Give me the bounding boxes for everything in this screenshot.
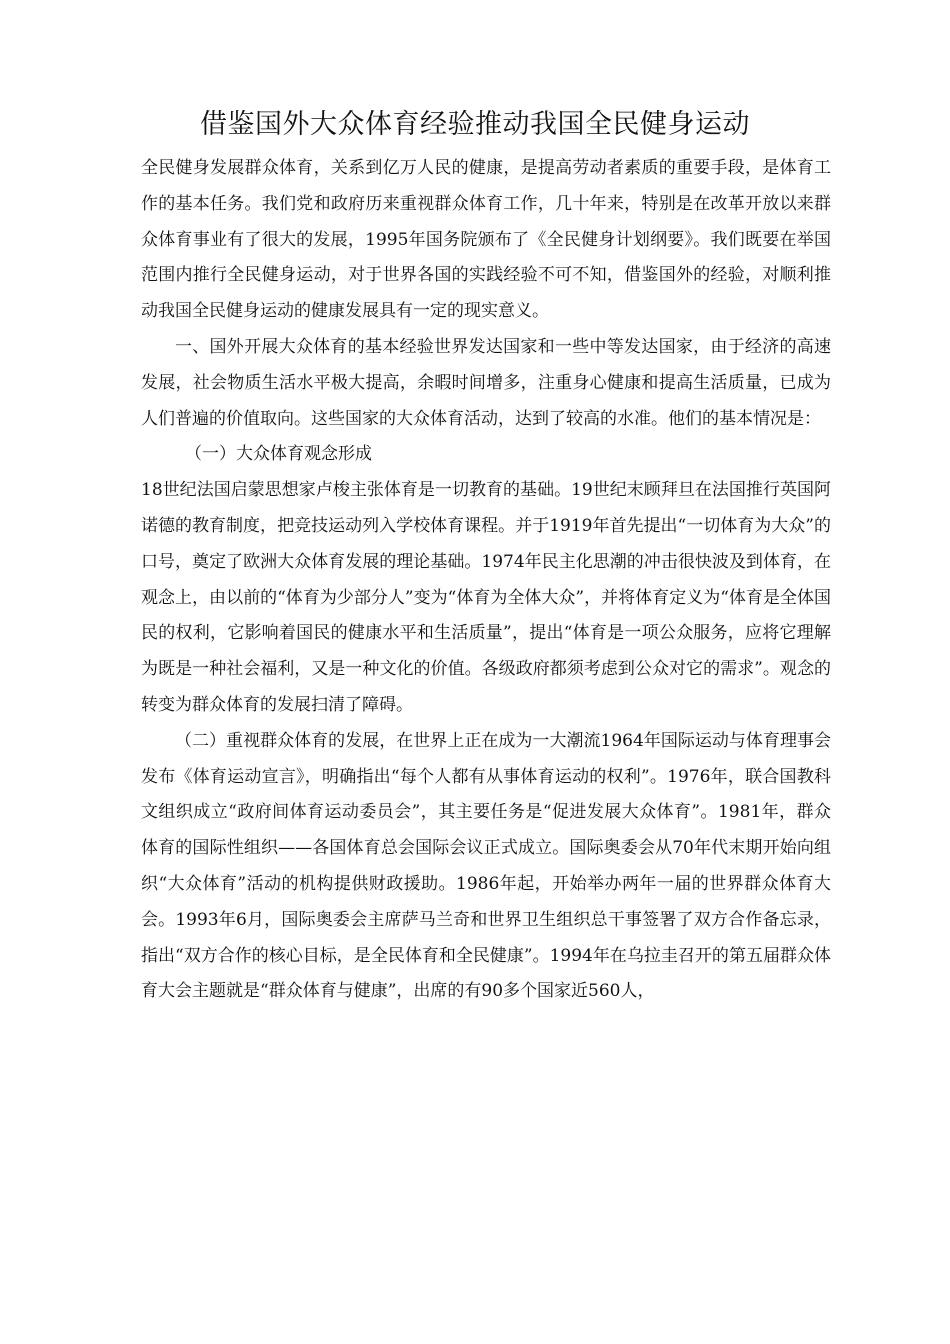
paragraph-concept-history: 18世纪法国启蒙思想家卢梭主张体育是一切教育的基础。19世纪末顾拜旦在法国推行英国阿诺德的教育制度，把竞技运动列入学校体育课程。并于1919年首先提出“一切体育为大众”的口号，奠定了欧洲大众体育发展的理论基础。1974年民主化思潮的冲击很快波及到体育，在观念上，由以前的“体育为少部分人”变为“体育为全体大众”，并将体育定义为“体育是全体国民的权利，它影响着国民的健康水平和生活质量”，提出“体育是一项公众服务，应将它理解为既是一种社会福利，又是一种文化的价值。各级政府都须考虑到公众对它的需求”。观念的转变为群众体育的发展扫清了障碍。 [141,480,831,715]
paragraph-section-one: 一、国外开展大众体育的基本经验世界发达国家和一些中等发达国家，由于经济的高速发展，社会物质生活水平极大提高，余暇时间增多，注重身心健康和提高生活质量，已成为人们普遍的价值取向。这些国家的大众体育活动，达到了较高的水准。他们的基本情况是： [141,336,831,429]
paragraph-intro: 全民健身发展群众体育，关系到亿万人民的健康，是提高劳动者素质的重要手段，是体育工作的基本任务。我们党和政府历来重视群众体育工作，几十年来，特别是在改革开放以来群众体育事业有了很大的发展，1995年国务院颁布了《全民健身计划纲要》。我们既要在举国范围内推行全民健身运动，对于世界各国的实践经验不可不知，借鉴国外的经验，对顺利推动我国全民健身运动的健康发展具有一定的现实意义。 [141,158,831,322]
document-body [141,151,831,1010]
paragraph-international-trend: （二）重视群众体育的发展，在世界上正在成为一大潮流1964年国际运动与体育理事会发布《体育运动宣言》，明确指出“每个人都有从事体育运动的权利”。1976年，联合国教科文组织成立“政府间体育运动委员会”，其主要任务是“促进发展大众体育”。1981年，群众体育的国际性组织——各国体育总会国际会议正式成立。国际奥委会从70年代末期开始向组织“大众体育”活动的机构提供财政援助。1986年起，开始举办两年一届的世界群众体育大会。1993年6月，国际奥委会主席萨马兰奇和世界卫生组织总干事签署了双方合作备忘录，指出“双方合作的核心目标，是全民体育和全民健康”。1994年在乌拉圭召开的第五届群众体育大会主题就是“群众体育与健康”，出席的有90多个国家近560人， [141,730,831,1002]
document-title: 借鉴国外大众体育经验推动我国全民健身运动 [200,109,750,140]
subheading-concept: （一）大众体育观念形成 [185,444,372,465]
